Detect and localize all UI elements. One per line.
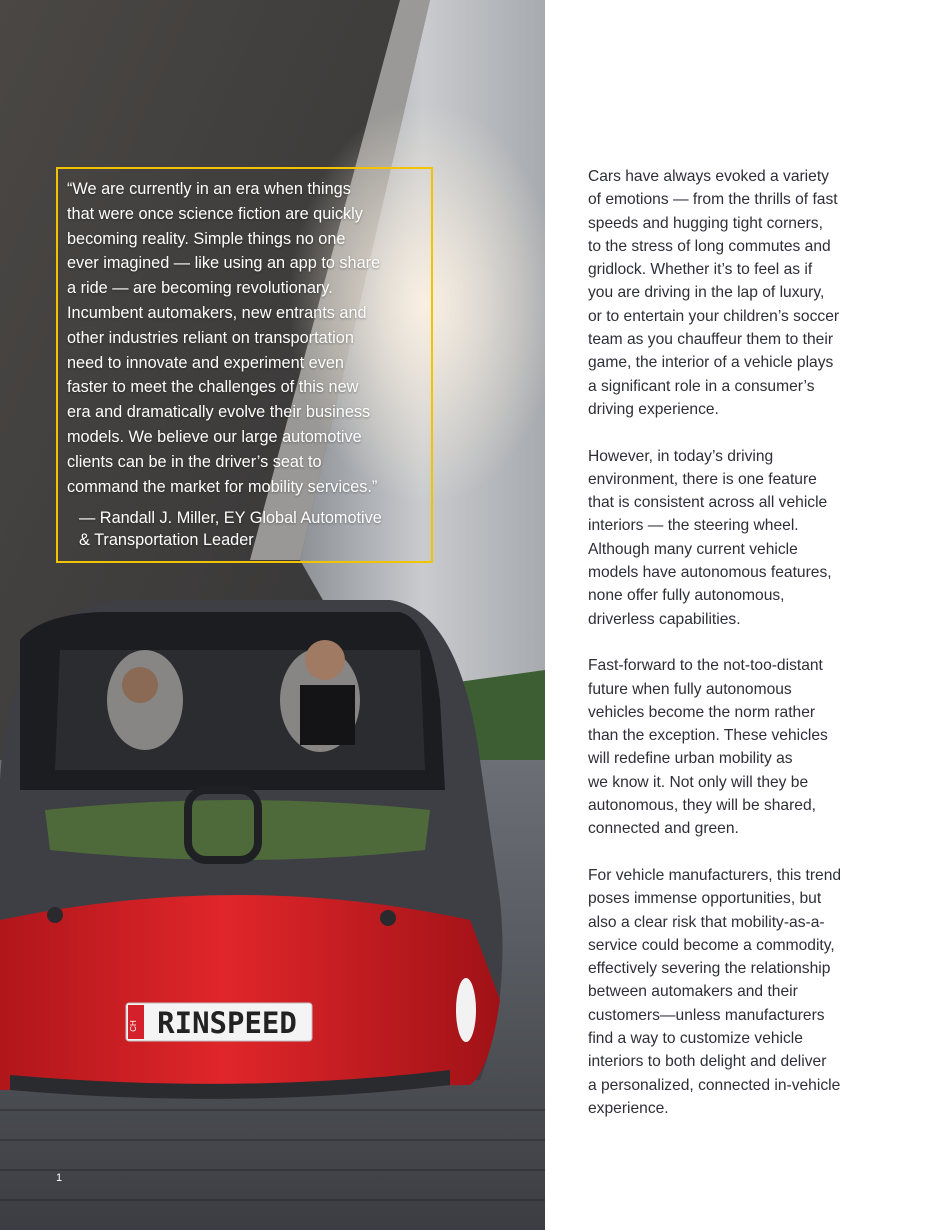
page-number: 1	[56, 1172, 63, 1184]
quote-attribution: — Randall J. Miller, EY Global Automotive & Transportation Leader	[79, 509, 382, 549]
plate-badge: CH	[129, 1020, 138, 1032]
pull-quote: “We are currently in an era when things that were once science fiction are quickly becoming reality. Simple things no one ever imagined — like using an app to share a ride — are becoming revolutionary. Incumbent automakers, new entrants and other industries reliant on transportation need to innovate and experiment even faster to meet the challenges of this new era and dramatically evolve their business models. We believe our large automotive clients can be in the driver’s seat to command the market for mobility services.”	[67, 180, 381, 496]
body-paragraph: Cars have always evoked a variety of emotions — from the thrills of fast speeds and hugging tight corners, to the stress of long commutes and gridlock. Whether it’s to feel as if you are driving in the lap of luxury, or to entertain your children’s soccer team as you chauffeur them to their game, the interior of a vehicle plays a significant role in a consumer’s driving experience.	[588, 168, 840, 418]
headlight	[456, 978, 476, 1042]
body-paragraph: Fast-forward to the not-too-distant future when fully autonomous vehicles become the norm rather than the exception. These vehicles will redefine urban mobility as we know it. Not only will they be autonomous, they will be shared, connected and green.	[588, 657, 828, 838]
car	[0, 600, 503, 1099]
body-paragraph: However, in today’s driving environment, there is one feature that is consistent across all vehicle interiors — the steering wheel. Although many current vehicle models have autonomous features, none offer fully autonomous, driverless capabilities.	[588, 447, 832, 628]
license-plate-text: RINSPEED	[157, 1006, 297, 1040]
driver	[305, 640, 345, 680]
passenger	[122, 667, 158, 703]
body-paragraph: For vehicle manufacturers, this trend poses immense opportunities, but also a clear risk that mobility-as-a- service could become a commodity, effectively severing the relationship between automakers and their customers—unless manufacturers find a way to customize vehicle interiors to both delight and deliver a personalized, connected in-vehicle experience.	[588, 866, 842, 1117]
car-front-red	[0, 895, 500, 1090]
body-text-column	[588, 165, 888, 1143]
dashboard-plants	[45, 800, 430, 860]
